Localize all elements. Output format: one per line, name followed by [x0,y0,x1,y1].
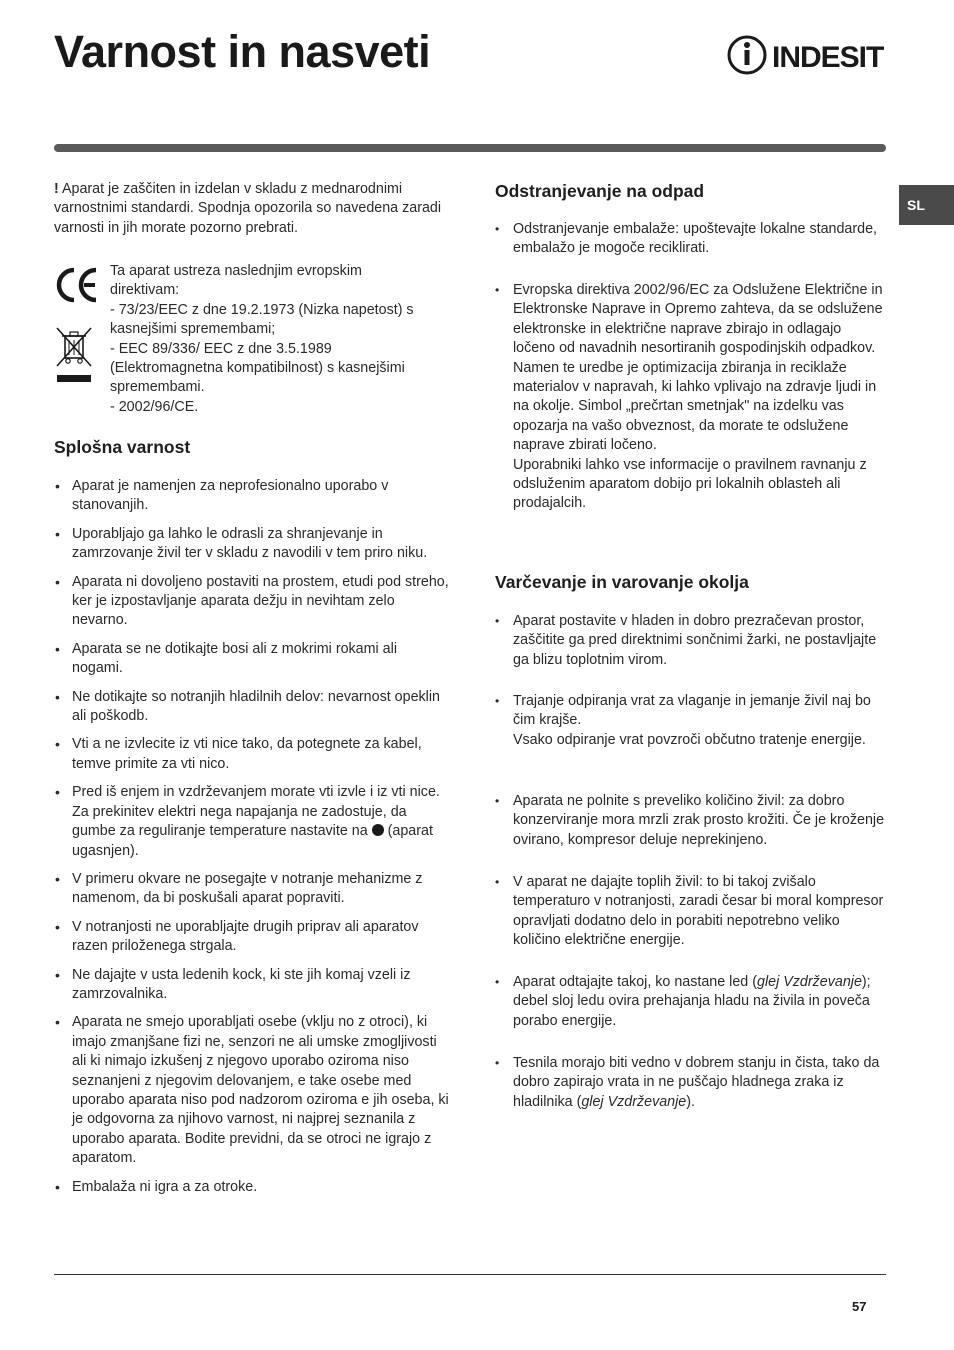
saving-item-2 [495,692,887,750]
disposal-list-1 [495,220,887,259]
list-item: • V primeru okvare ne posegajte v notranje mehanizme z namenom, da bi poskušali aparat popraviti. [54,870,449,909]
saving-item-6 [495,1054,887,1112]
brand-wordmark: INDESIT [772,41,884,74]
list-item: • V aparat ne dajajte toplih živil: to bi takoj zvišalo temperaturo v notranjosti, zaradi česar bi moral kompresor opravljati dodatno delo in porabiti nepotrebno veliko količino električne energije. [495,873,887,951]
saving-item-1 [495,612,887,670]
list-item: • Aparat je namenjen za neprofesionalno uporabo v stanovanjih. [54,477,449,516]
warning-mark: ! [54,181,59,197]
brand-logo [726,34,888,76]
ce-mark-icon [54,266,100,304]
list-item: • V notranjosti ne uporabljajte drugih priprav ali aparatov razen priloženega strgala. [54,918,449,957]
list-item: • Trajanje odpiranja vrat za vlaganje in jemanje živil naj bo čim krajše. Vsako odpiranje vrat povzroči občutno tratenje energije. [495,692,887,750]
saving-item-3 [495,792,887,850]
list-item: • Aparata ni dovoljeno postaviti na prostem, etudi pod streho, ker je izpostavljanje aparata dežju in nevihtam zelo nevarno. [54,573,449,631]
list-item: • Aparat odtajajte takoj, ko nastane led (glej Vzdrževanje); debel sloj ledu ovira prehajanja hladu na živila in poveča porabo energije. [495,973,887,1031]
list-item: • Aparata se ne dotikajte bosi ali z mokrimi rokami ali nogami. [54,640,449,679]
directive-line: kasnejšimi spremembami; [110,321,276,338]
language-tab: SL [899,185,954,225]
directive-line: (Elektromagnetna kompatibilnost) s kasnejšimi [110,360,405,377]
directive-line: direktivam: [110,282,180,299]
list-item: • Embalaža ni igra a za otroke. [54,1178,449,1197]
header-divider [54,144,886,152]
list-item: • Vti a ne izvlecite iz vti nice tako, da potegnete za kabel, temve primite za vti nico. [54,735,449,774]
intro-text: Aparat je zaščiten in izdelan v skladu z mednarodnimi varnostnimi standardi. Spodnja opozorila so navedena zaradi varnosti in jih morate pozorno prebrati. [54,181,442,236]
crossed-bin-icon [54,326,94,386]
saving-item-5 [495,973,887,1031]
off-position-icon [372,824,384,836]
directive-line: - 73/23/EEC z dne 19.2.1973 (Nizka napetost) s [110,301,414,318]
page-title: Varnost in nasveti [54,26,431,77]
list-item: • Aparat postavite v hladen in dobro prezračevan prostor, zaščitite ga pred direktnimi sončnimi žarki, ne postavljajte ga blizu toplotnim virom. [495,612,887,670]
saving-item-4 [495,873,887,951]
list-item: • Odstranjevanje embalaže: upoštevajte lokalne standarde, embalažo je mogoče reciklirati. [495,220,887,259]
list-item: • Aparata ne smejo uporabljati osebe (vklju no z otroci), ki imajo zmanjšane fizi ne, senzori ne ali umske zmogljivosti ali ki nimajo izkušenj z njegovo uporabo oziroma niso seznanjeni z njegovim delovanjem, e take osebe med uporabo aparata niso pod nadzorom oziroma e jih oseba, ki je odgovorna za njihovo varnost, ni najprej seznanila z uporabo aparata. Bodite previdni, da se otroci ne igrajo z aparatom. [54,1013,449,1168]
list-item: • Tesnila morajo biti vedno v dobrem stanju in čista, tako da dobro zapirajo vrata in ne puščajo hladnega zraka iz hladilnika (glej Vzdrževanje). [495,1054,887,1112]
list-item: • Uporabljajo ga lahko le odrasli za shranjevanje in zamrzovanje živil ter v skladu z navodili v tem priro niku. [54,525,449,564]
list-item: • Ne dajajte v usta ledenih kock, ki ste jih komaj vzeli iz zamrzovalnika. [54,966,449,1005]
saving-heading: Varčevanje in varovanje okolja [495,572,749,592]
directive-line: spremembami. [110,379,205,396]
disposal-heading: Odstranjevanje na odpad [495,181,705,201]
directives-block [110,262,450,417]
list-item: • Ne dotikajte so notranjih hladilnih delov: nevarnost opeklin ali poškodb. [54,688,449,727]
directive-line: Ta aparat ustreza naslednjim evropskim [110,263,362,279]
disposal-list-2 [495,281,887,514]
intro-paragraph [54,180,449,238]
general-safety-heading: Splošna varnost [54,437,191,457]
general-safety-list [54,477,449,1206]
footer-divider [54,1274,886,1275]
indesit-logo-icon [726,34,888,76]
list-item: • Aparata ne polnite s preveliko količino živil: za dobro konzerviranje mora mrzli zrak prosto krožiti. Če je kroženje ovirano, kompresor deluje neprekinjeno. [495,792,887,850]
directive-line: - EEC 89/336/ EEC z dne 3.5.1989 [110,340,332,357]
list-item: • Evropska direktiva 2002/96/EC za Odslužene Električne in Elektronske Naprave in Opremo zahteva, da se odslužene elektronske in električne naprave zbirajo in odlagajo ločeno od navadnih nesortiranih gospodinjskih odpadkov. Namen te uredbe je optimizacija zbiranja in reciklaže materialov v napravah, ki lahko vplivajo na zdravje ljudi in na okolje. Simbol „prečrtan smetnjak" na izdelku vas opozarja na vašo obveznost, da morate te odslužene naprave zbirati ločeno. Uporabniki lahko vse informacije o pravilnem ravnanju z odsluženim aparatom dobijo pri lokalnih oblasteh ali prodajalcih. [495,281,887,514]
page-number: 57 [852,1299,867,1314]
directive-line: - 2002/96/CE. [110,398,199,415]
list-item: • Pred iš enjem in vzdrževanjem morate vti izvle i iz vti nice. Za prekinitev elektri nega napajanja ne zadostuje, da gumbe za reguliranje temperature nastavite na (aparat ugasnjen). [54,783,449,861]
